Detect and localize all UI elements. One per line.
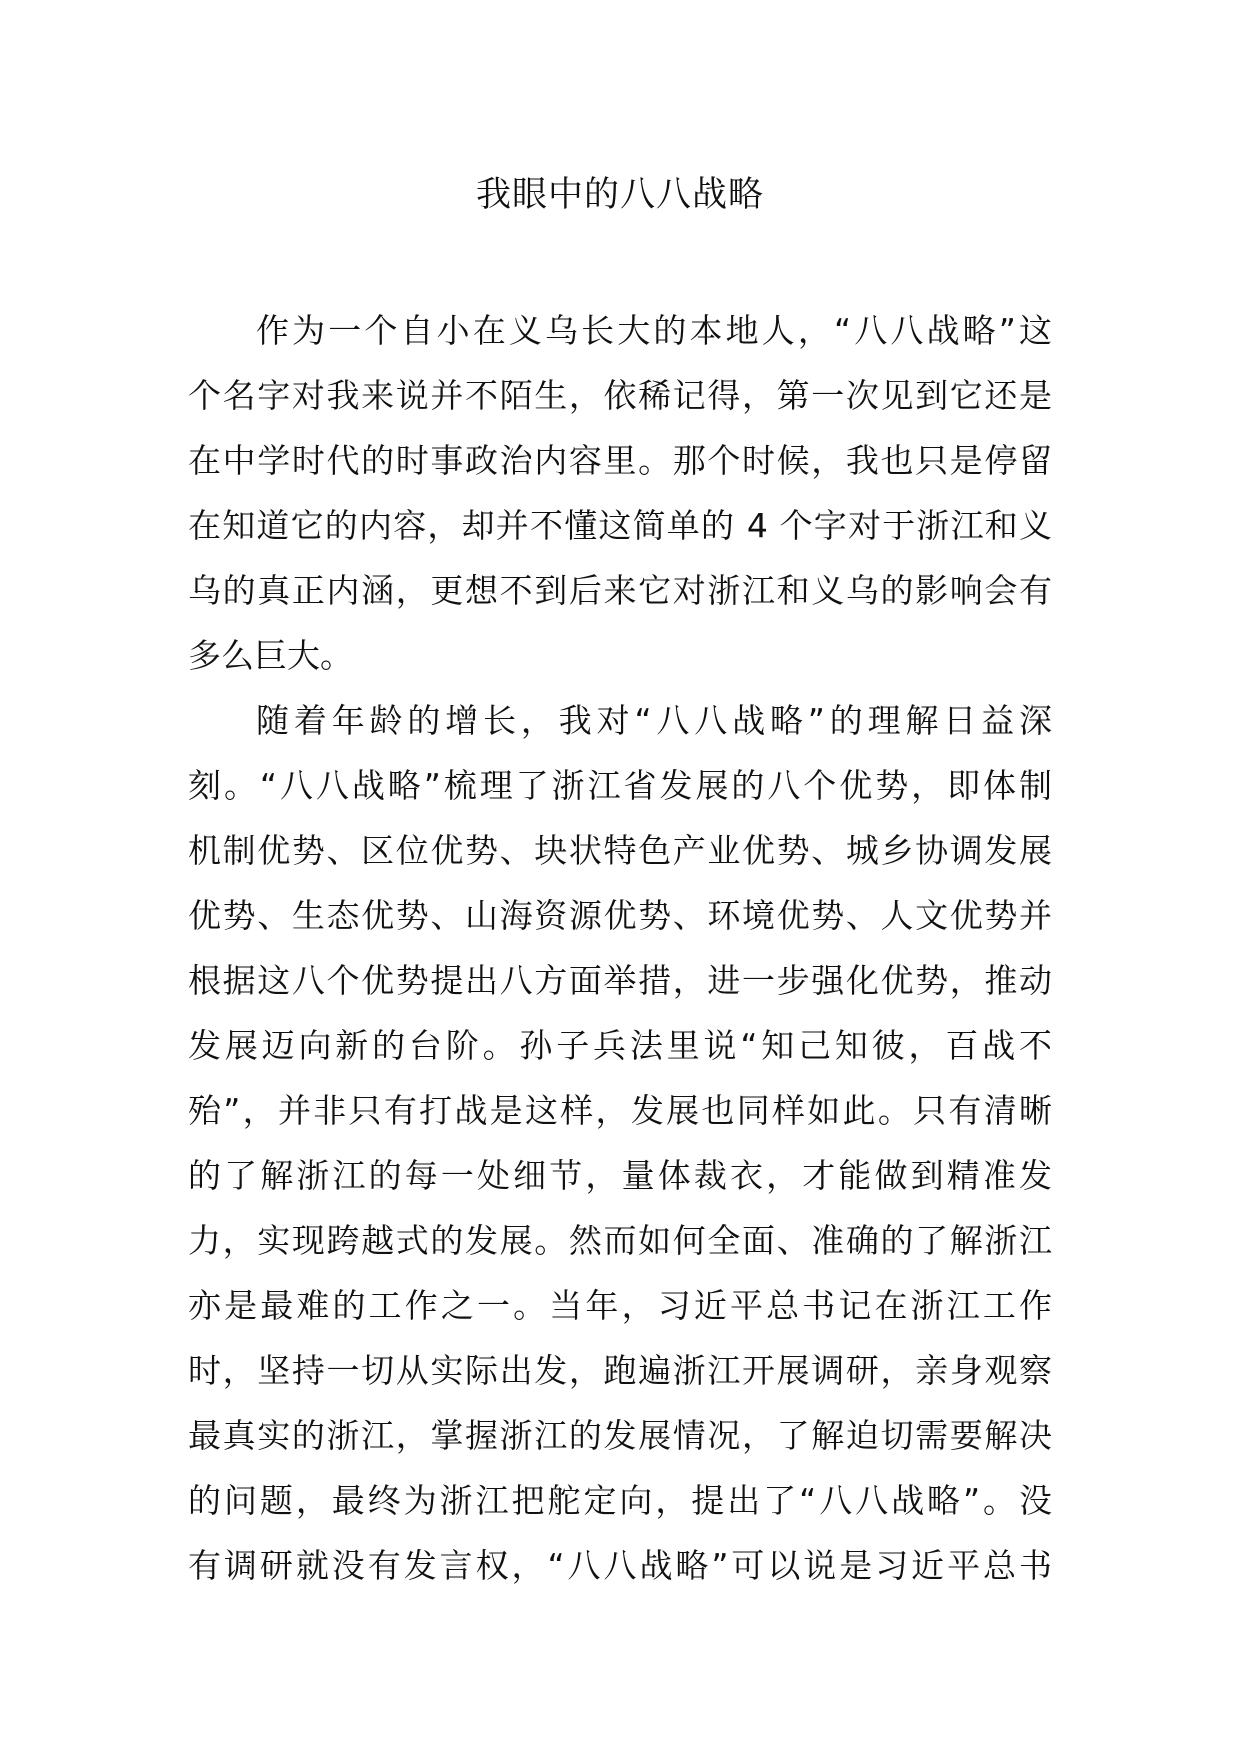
text-line: 机制优势、区位优势、块状特色产业优势、城乡协调发展 [188,831,1052,870]
text-line: 时，坚持一切从实际出发，跑遍浙江开展调研，亲身观察 [188,1351,1052,1390]
text-line: 殆”，并非只有打战是这样，发展也同样如此。只有清晰 [188,1091,1052,1130]
paragraph-2 [188,688,1052,1598]
text-line: 个名字对我来说并不陌生，依稀记得，第一次见到它还是 [188,376,1052,415]
text-line: 的问题，最终为浙江把舵定向，提出了“八八战略”。没 [188,1481,1052,1520]
text-line: 有调研就没有发言权，“八八战略”可以说是习近平总书 [188,1546,1052,1585]
text-line: 根据这八个优势提出八方面举措，进一步强化优势，推动 [188,961,1052,1000]
text-line: 在中学时代的时事政治内容里。那个时候，我也只是停留 [188,441,1052,480]
text-line: 亦是最难的工作之一。当年，习近平总书记在浙江工作 [188,1286,1052,1325]
text-line: 力，实现跨越式的发展。然而如何全面、准确的了解浙江 [188,1221,1052,1260]
text-line: 发展迈向新的台阶。孙子兵法里说“知己知彼，百战不 [188,1026,1052,1065]
text-line: 乌的真正内涵，更想不到后来它对浙江和义乌的影响会有 [188,571,1052,610]
text-line: 的了解浙江的每一处细节，量体裁衣，才能做到精准发 [188,1156,1052,1195]
text-line: 作为一个自小在义乌长大的本地人，“八八战略”这 [256,311,1052,350]
text-line: 刻。“八八战略”梳理了浙江省发展的八个优势，即体制 [188,766,1052,805]
text-line: 在知道它的内容，却并不懂这简单的 4 个字对于浙江和义 [188,506,1052,545]
text-line: 多么巨大。 [188,636,353,675]
text-line: 随着年龄的增长，我对“八八战略”的理解日益深 [256,701,1052,740]
document-title: 我眼中的八八战略 [475,175,764,215]
text-line: 最真实的浙江，掌握浙江的发展情况，了解迫切需要解决 [188,1416,1052,1455]
text-line: 优势、生态优势、山海资源优势、环境优势、人文优势并 [188,896,1052,935]
paragraph-1 [188,298,1052,688]
document-body [188,298,1052,1598]
